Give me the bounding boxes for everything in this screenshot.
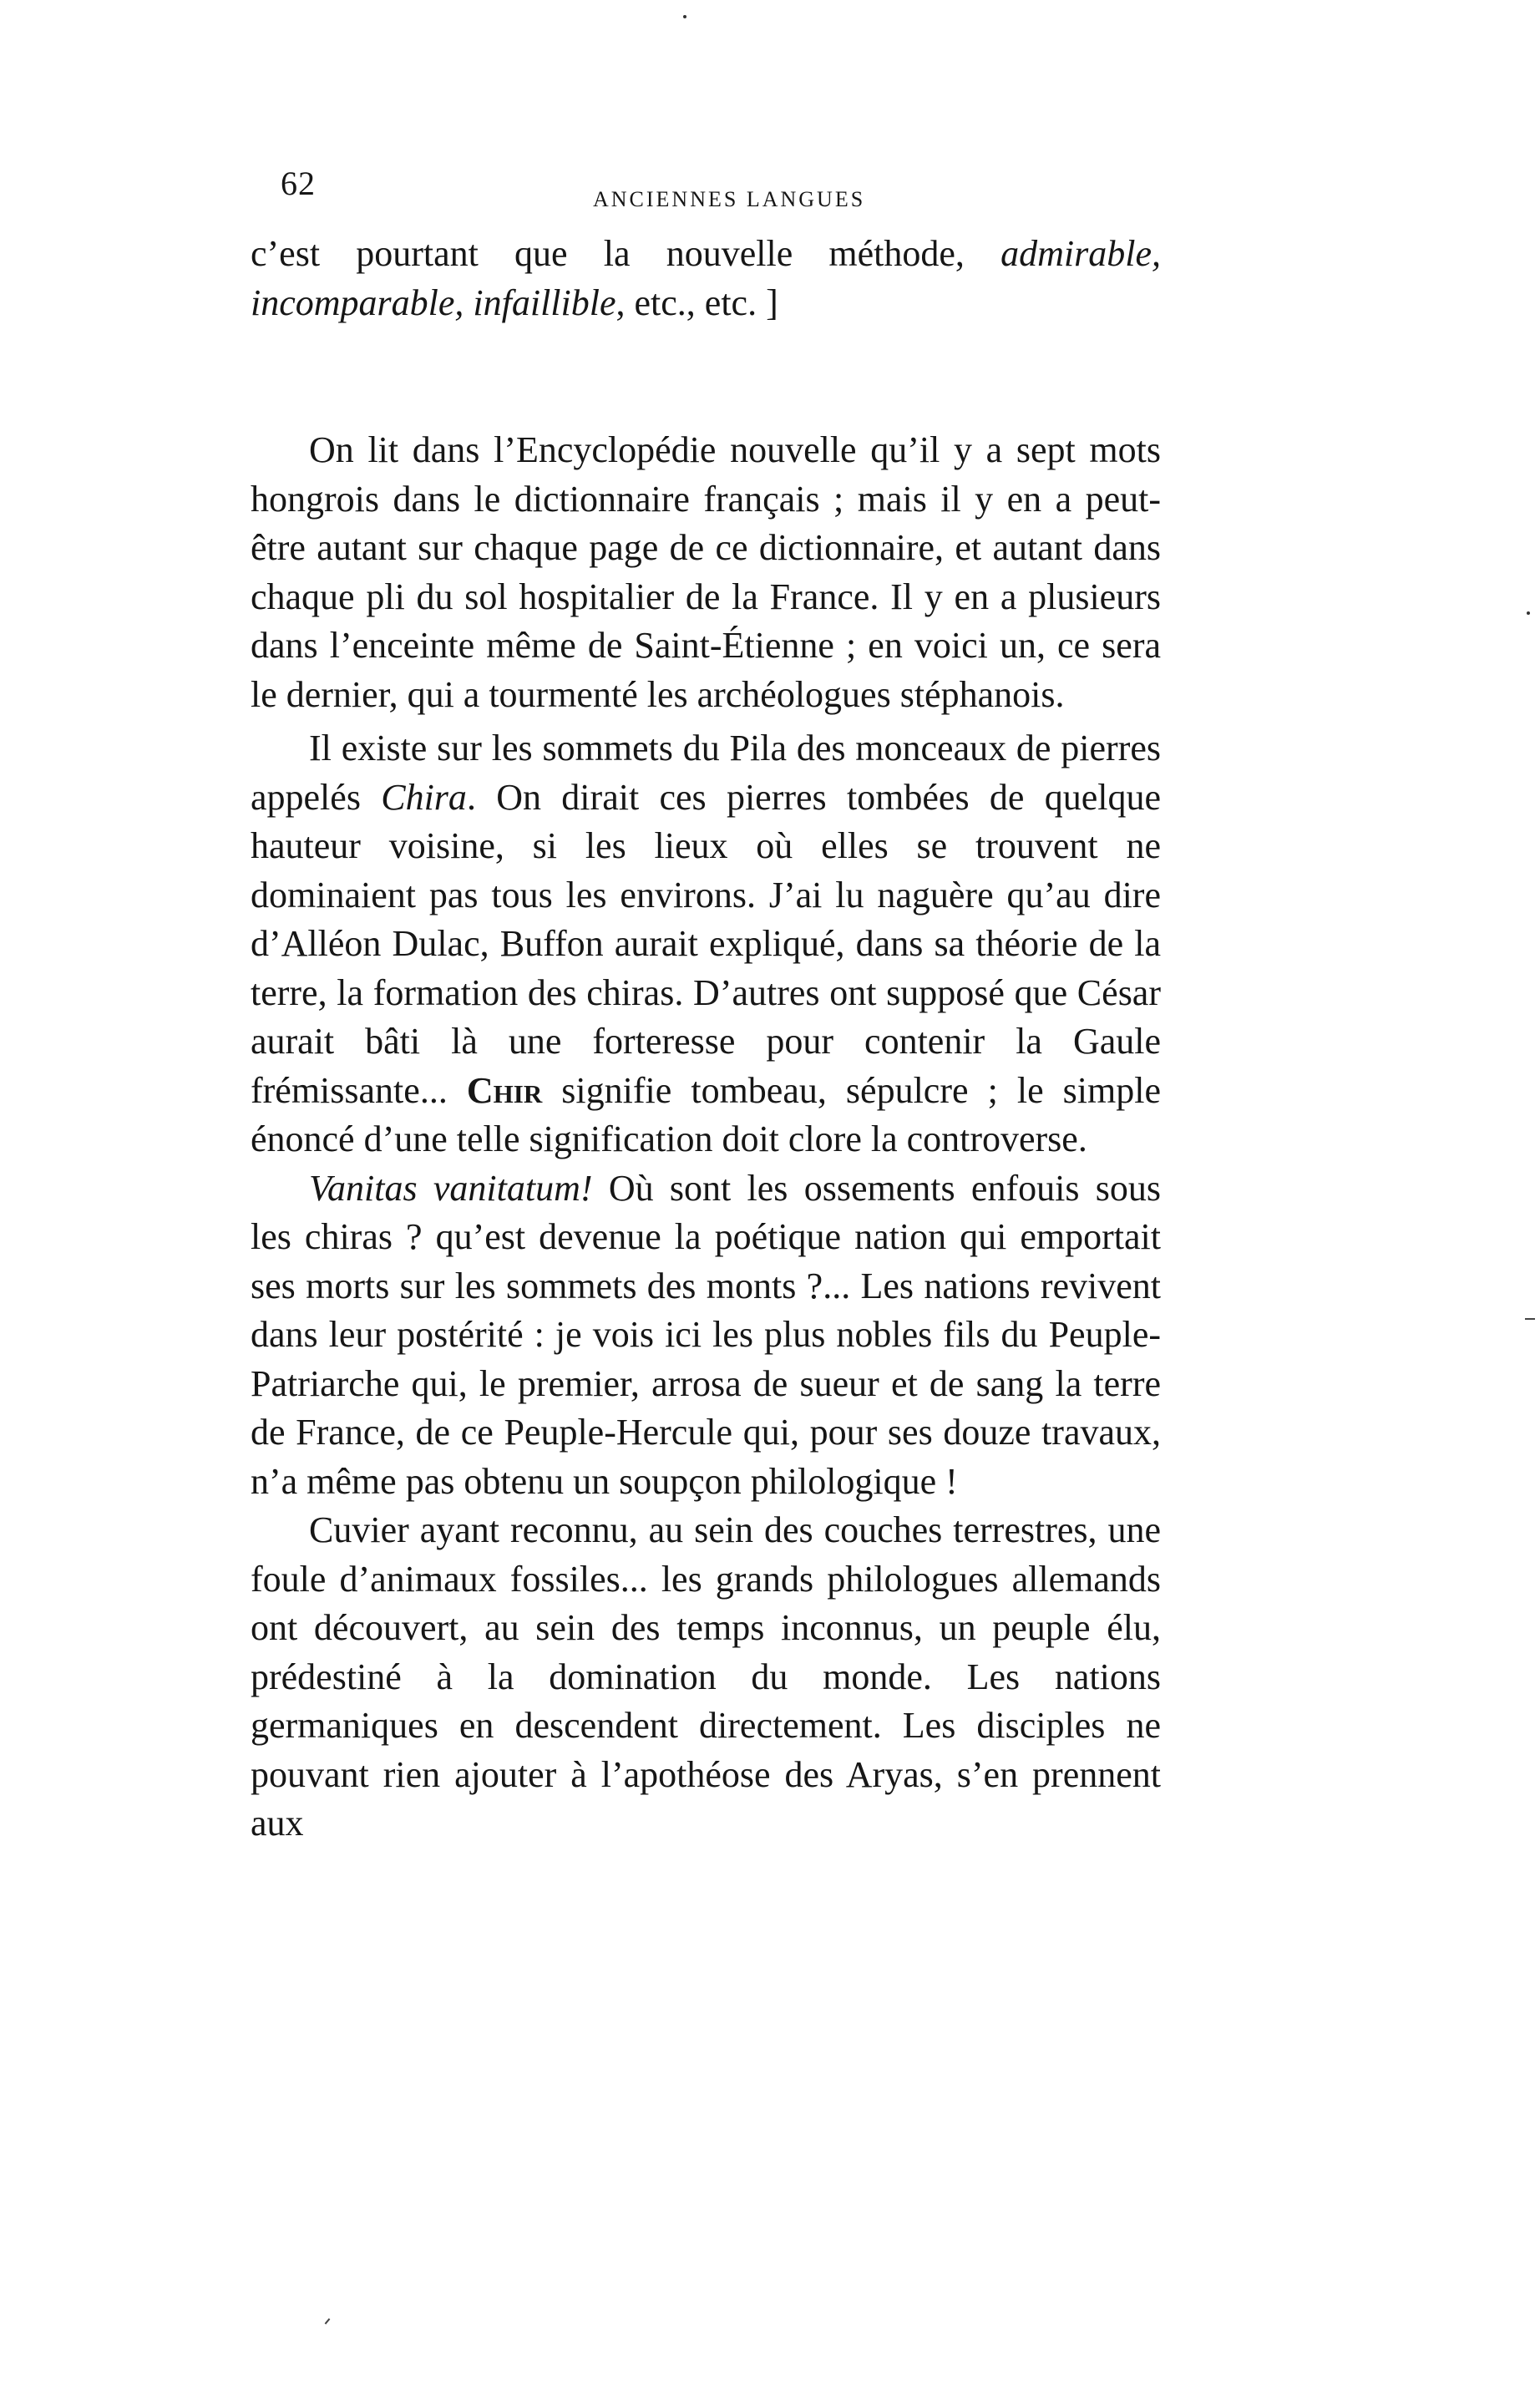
text-span-italic: Vanitas vanitatum!	[309, 1167, 593, 1209]
scan-mark	[325, 2318, 331, 2324]
scan-speck	[683, 15, 686, 18]
section-gap	[251, 327, 1161, 426]
text-span: Cuvier ayant reconnu, au sein des couches terrestres, une foule d’animaux fossiles... les grands philologues allemands ont découvert, au sein des temps inconnus, un peuple élu, prédestiné à la domination du monde. Les nations germaniques en descendent directement. Les disciples ne pouvant rien ajouter à l’apothéose des Aryas, s’en prennent aux	[251, 1509, 1161, 1844]
text-span: On lit dans l’Encyclopédie nouvelle qu’il y a sept mots hongrois dans le dictionnaire français ; mais il y en a peut-être autant sur chaque page de ce dictionnaire, et autant dans chaque pli du sol hospitalier de la France. Il y en a plusieurs dans l’enceinte même de Saint-Étienne ; en voici un, ce sera le dernier, qui a tourmenté les archéologues stéphanois.	[251, 429, 1161, 715]
page-number: 62	[281, 165, 316, 202]
scan-mark	[1525, 1318, 1535, 1320]
running-head: ANCIENNES LANGUES	[593, 187, 866, 211]
paragraph-continuation	[251, 230, 1161, 327]
text-span: Il existe sur les sommets du Pila des monceaux de pierres appelés	[251, 728, 1161, 818]
text-span: signifie tombeau, sépulcre ; le simple énoncé d’une telle signification doit clore la controverse.	[251, 1069, 1162, 1159]
text-span: Où sont les ossements enfouis sous les chiras ? qu’est devenue la poétique nation qui emportait ses morts sur les sommets des monts ?... Les nations revivent dans leur postérité : je vois ici les plus nobles fils du Peuple-Patriarche qui, le premier, arrosa de sueur et de sang la terre de France, de ce Peuple-Hercule qui, pour ses douze travaux, n’a même pas obtenu un soupçon philologique !	[251, 1167, 1162, 1502]
page-header	[276, 164, 1161, 214]
scan-speck	[1527, 611, 1530, 615]
text-span: . On dirait ces pierres tombées de quelque hauteur voisine, si les lieux où elles se trouvent ne dominaient pas tous les environs. J’ai lu naguère qu’au dire d’Alléon Dulac, Buffon aurait expliqué, dans sa théorie de la terre, la formation des chiras. D’autres ont supposé que César aurait bâti là une forteresse pour contenir la Gaule frémissante...	[251, 776, 1161, 1111]
text-span-italic: admirable, incomparable, infaillible	[251, 233, 1161, 323]
text-span: , etc., etc. ]	[615, 281, 778, 323]
text-span-italic: Chira	[381, 776, 467, 818]
paragraph-encyclopedie	[251, 426, 1161, 719]
paragraph-chira	[251, 724, 1161, 1164]
text-span-smallcaps: Chir	[466, 1069, 543, 1111]
paragraph-cuvier	[251, 1506, 1161, 1849]
paragraph-vanitas	[251, 1164, 1161, 1507]
body-text	[251, 230, 1161, 1849]
text-span: c’est pourtant que la nouvelle méthode,	[251, 233, 1001, 274]
